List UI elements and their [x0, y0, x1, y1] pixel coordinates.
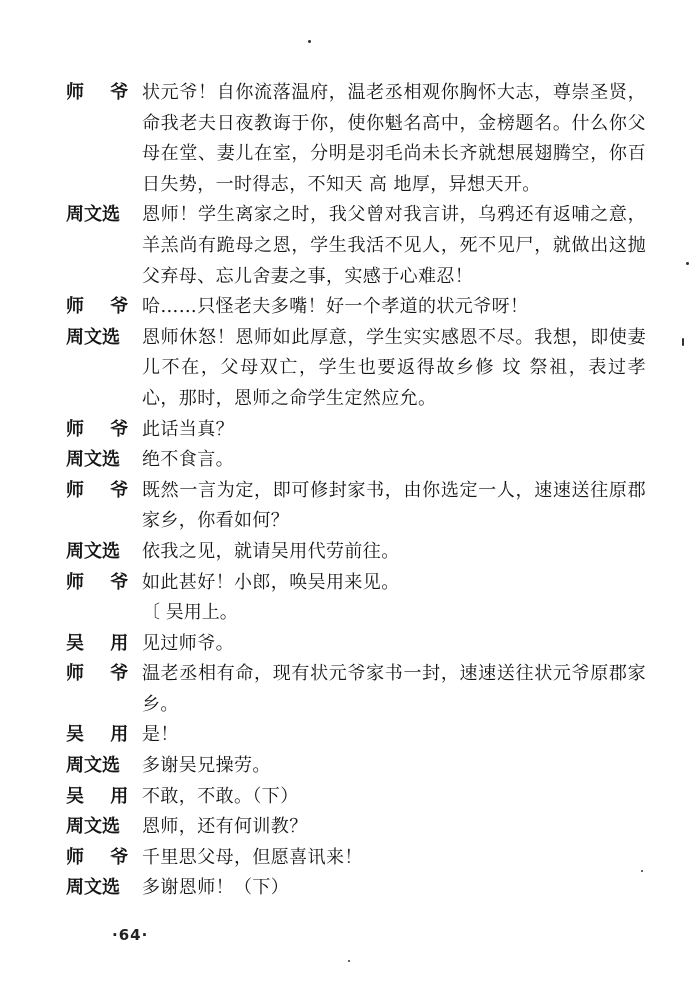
dialogue-line: 见过师爷。: [142, 632, 234, 654]
dialogue-line: 千里思父母，但愿喜讯来！: [142, 846, 363, 868]
dialogue-entry: [66, 200, 646, 292]
print-speck: [682, 338, 684, 346]
speaker-name: 师 爷: [66, 571, 139, 593]
speaker-name: 周文选: [66, 204, 120, 226]
speaker-name: 师 爷: [66, 846, 139, 868]
speaker-name: 周文选: [66, 540, 120, 562]
dialogue-line: 多谢恩师！（下）: [142, 877, 290, 899]
speaker-name: 吴 用: [66, 724, 139, 746]
speaker-name: 师 爷: [66, 663, 139, 685]
dialogue-line: 恩师，还有何训教？: [142, 816, 308, 838]
dialogue-line: 依我之见，就请吴用代劳前往。: [142, 540, 400, 562]
dialogue-entry: [66, 78, 646, 200]
dialogue-entry: [66, 568, 646, 599]
speaker-name: 师 爷: [66, 418, 139, 440]
stage-direction: 〔 吴用上。: [142, 602, 238, 624]
dialogue-entry: [66, 843, 646, 874]
dialogue-entry: [66, 476, 646, 537]
print-speck: [641, 870, 643, 872]
speaker-name: 吴 用: [66, 785, 139, 807]
dialogue-entry: [66, 323, 646, 415]
dialogue-entry: [66, 292, 646, 323]
speaker-name: 周文选: [66, 877, 120, 899]
dialogue-entry: [66, 629, 646, 660]
dialogue-entry: [66, 812, 646, 843]
dialogue-line: 不敢，不敢。（下）: [142, 785, 299, 807]
dialogue-line: 恩师休怒！恩师如此厚意，学生实实感恩不尽。我想，即使妻儿不在，父母双亡，学生也要返得故乡修 坟 祭祖，表过孝心，那时，恩师之命学生定然应允。: [142, 326, 646, 409]
print-speck: [308, 40, 311, 43]
dialogue-line: 如此甚好！小郎，唤吴用来见。: [142, 571, 400, 593]
speaker-name: 周文选: [66, 449, 120, 471]
speaker-name: 吴 用: [66, 632, 139, 654]
dialogue-entry: [66, 782, 646, 813]
dialogue-line: 绝不食言。: [142, 449, 234, 471]
print-speck: [348, 960, 350, 962]
speaker-name: 周文选: [66, 326, 120, 348]
dialogue-line: 是！: [142, 724, 179, 746]
dialogue-entry: [66, 873, 646, 904]
print-speck: [686, 262, 689, 265]
speaker-name: 师 爷: [66, 479, 139, 501]
dialogue-line: 此话当真？: [142, 418, 234, 440]
dialogue-entry: [66, 415, 646, 446]
dialogue-line: 状元爷！自你流落温府，温老丞相观你胸怀大志，尊崇圣贤，命我老夫日夜教诲于你，使你魁名高中，金榜题名。什么你父母在堂、妻儿在室，分明是羽毛尚未长齐就想展翅腾空，你百日失势，一时得志，不知天 高 地厚，异想天开。: [142, 82, 646, 195]
dialogue-entry: [66, 537, 646, 568]
dialogue-line: 多谢吴兄操劳。: [142, 755, 271, 777]
speaker-name: 周文选: [66, 755, 120, 777]
dialogue-entry: [66, 445, 646, 476]
speaker-name: 师 爷: [66, 296, 139, 318]
dialogue-line: 恩师！学生离家之时，我父曾对我言讲，乌鸦还有返哺之意，羊羔尚有跪母之恩，学生我活不见人，死不见尸，就做出这抛父弃母、忘儿舍妻之事，实感于心难忍！: [142, 204, 646, 287]
dialogue-line: 既然一言为定，即可修封家书，由你选定一人，速速送往原郡家乡，你看如何？: [142, 479, 646, 532]
page-number: ·64·: [112, 926, 149, 944]
speaker-name: 师 爷: [66, 82, 139, 103]
speaker-name: 周文选: [66, 816, 120, 838]
dialogue-entry: [66, 720, 646, 751]
play-script: [66, 78, 646, 904]
dialogue-line: 哈……只怪老夫多嘴！好一个孝道的状元爷呀！: [142, 296, 529, 318]
dialogue-entry: [66, 751, 646, 782]
dialogue-line: 温老丞相有命，现有状元爷家书一封，速速送往状元爷原郡家乡。: [142, 663, 646, 715]
dialogue-entry: [66, 659, 646, 720]
